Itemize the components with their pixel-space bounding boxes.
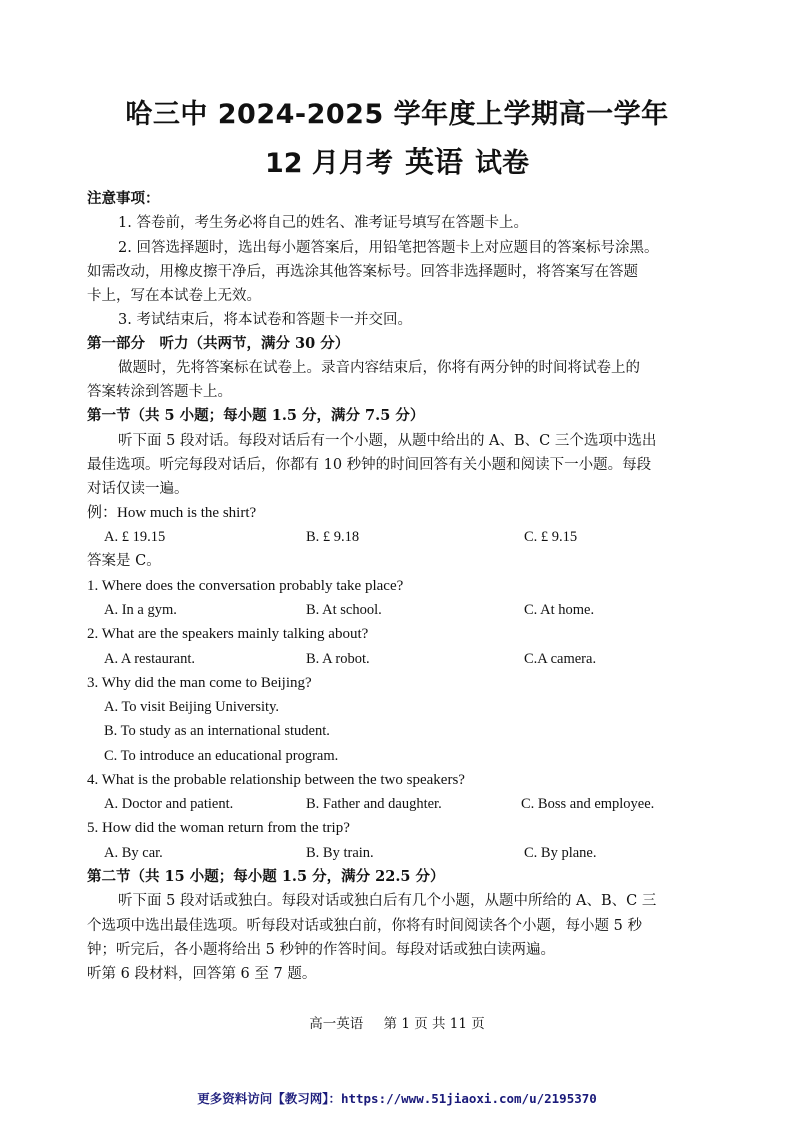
question-2-option-a: A. A restaurant. — [104, 651, 196, 667]
example-option-a: A. £ 19.15 — [104, 529, 166, 545]
question-2-option-c: C.A camera. — [524, 651, 597, 667]
question-3-option-b: B. To study as an international student. — [104, 723, 330, 739]
example-option-c: C. £ 9.15 — [524, 529, 578, 545]
section1-heading: 第一节（共 5 小题；每小题 1.5 分，满分 7.5 分） — [87, 407, 425, 424]
question-1: 1. Where does the conversation probably take place? — [87, 578, 404, 594]
exam-title-line1: 哈三中 2024-2025 学年度上学期高一学年 — [125, 99, 669, 130]
note-2-line1: 2. 回答选择题时，选出每小题答案后，用铅笔把答题卡上对应题目的答案标号涂黑。 — [118, 240, 659, 256]
title-month-exam: 12 月月考 — [265, 148, 393, 179]
question-4-option-b: B. Father and daughter. — [306, 796, 442, 812]
section1-intro-line2: 最佳选项。听完每段对话后，你都有 10 秒钟的时间回答有关小题和阅读下一小题。每段 — [87, 457, 652, 473]
question-5: 5. How did the woman return from the trip? — [87, 820, 350, 836]
part1-intro-line2: 答案转涂到答题卡上。 — [87, 384, 232, 400]
note-3: 3. 考试结束后，将本试卷和答题卡一并交回。 — [118, 312, 412, 328]
section1-intro-line3: 对话仅读一遍。 — [87, 481, 189, 497]
title-subject: 英语 — [404, 145, 463, 179]
question-4: 4. What is the probable relationship between the two speakers? — [87, 772, 465, 788]
question-5-option-c: C. By plane. — [524, 845, 597, 861]
notes-heading: 注意事项： — [87, 190, 160, 207]
question-5-option-a: A. By car. — [104, 845, 163, 861]
part1-intro-line1: 做题时，先将答案标在试卷上。录音内容结束后，你将有两分钟的时间将试卷上的 — [118, 360, 640, 376]
example-option-b: B. £ 9.18 — [306, 529, 360, 545]
example-question: 例：How much is the shirt? — [87, 505, 257, 521]
footer-page-number: 第 1 页 共 11 页 — [383, 1016, 485, 1032]
question-3-option-c: C. To introduce an educational program. — [104, 748, 339, 764]
section2-intro-line1: 听下面 5 段对话或独白。每段对话或独白后有几个小题，从题中所给的 A、B、C 三 — [118, 893, 657, 909]
section2-heading: 第二节（共 15 小题；每小题 1.5 分，满分 22.5 分） — [87, 868, 445, 885]
question-3-option-a: A. To visit Beijing University. — [104, 699, 279, 715]
note-1: 1. 答卷前，考生务必将自己的姓名、准考证号填写在答题卡上。 — [118, 215, 528, 231]
question-1-option-b: B. At school. — [306, 602, 382, 618]
question-1-option-a: A. In a gym. — [104, 602, 177, 618]
exam-title-line2 — [0, 140, 794, 181]
section2-intro-line3: 钟；听完后，各小题将给出 5 秒钟的作答时间。每段对话或独白读两遍。 — [87, 942, 555, 958]
note-2-line2: 如需改动，用橡皮擦干净后，再选涂其他答案标号。回答非选择题时，将答案写在答题 — [87, 264, 638, 280]
section2-material-6: 听第 6 段材料，回答第 6 至 7 题。 — [87, 966, 317, 982]
source-link[interactable]: 更多资料访问【教习网】：https://www.51jiaoxi.com/u/2195370 — [197, 1091, 597, 1106]
section1-intro-line1: 听下面 5 段对话。每段对话后有一个小题，从题中给出的 A、B、C 三个选项中选出 — [118, 433, 657, 449]
note-2-line3: 卡上，写在本试卷上无效。 — [87, 288, 261, 304]
section2-intro-line2: 个选项中选出最佳选项。听每段对话或独白前，你将有时间阅读各个小题，每小题 5 秒 — [87, 918, 642, 934]
question-1-option-c: C. At home. — [524, 602, 595, 618]
question-5-option-b: B. By train. — [306, 845, 374, 861]
question-4-option-c: C. Boss and employee. — [521, 796, 655, 812]
example-answer: 答案是 C。 — [87, 553, 161, 569]
footer-subject: 高一英语 — [309, 1016, 364, 1032]
question-4-option-a: A. Doctor and patient. — [104, 796, 234, 812]
question-2: 2. What are the speakers mainly talking about? — [87, 626, 369, 642]
title-paper: 试卷 — [475, 148, 529, 179]
part1-heading: 第一部分 听力（共两节，满分 30 分） — [87, 335, 350, 352]
page-footer — [0, 1012, 794, 1032]
question-3: 3. Why did the man come to Beijing? — [87, 675, 312, 691]
question-2-option-b: B. A robot. — [306, 651, 370, 667]
